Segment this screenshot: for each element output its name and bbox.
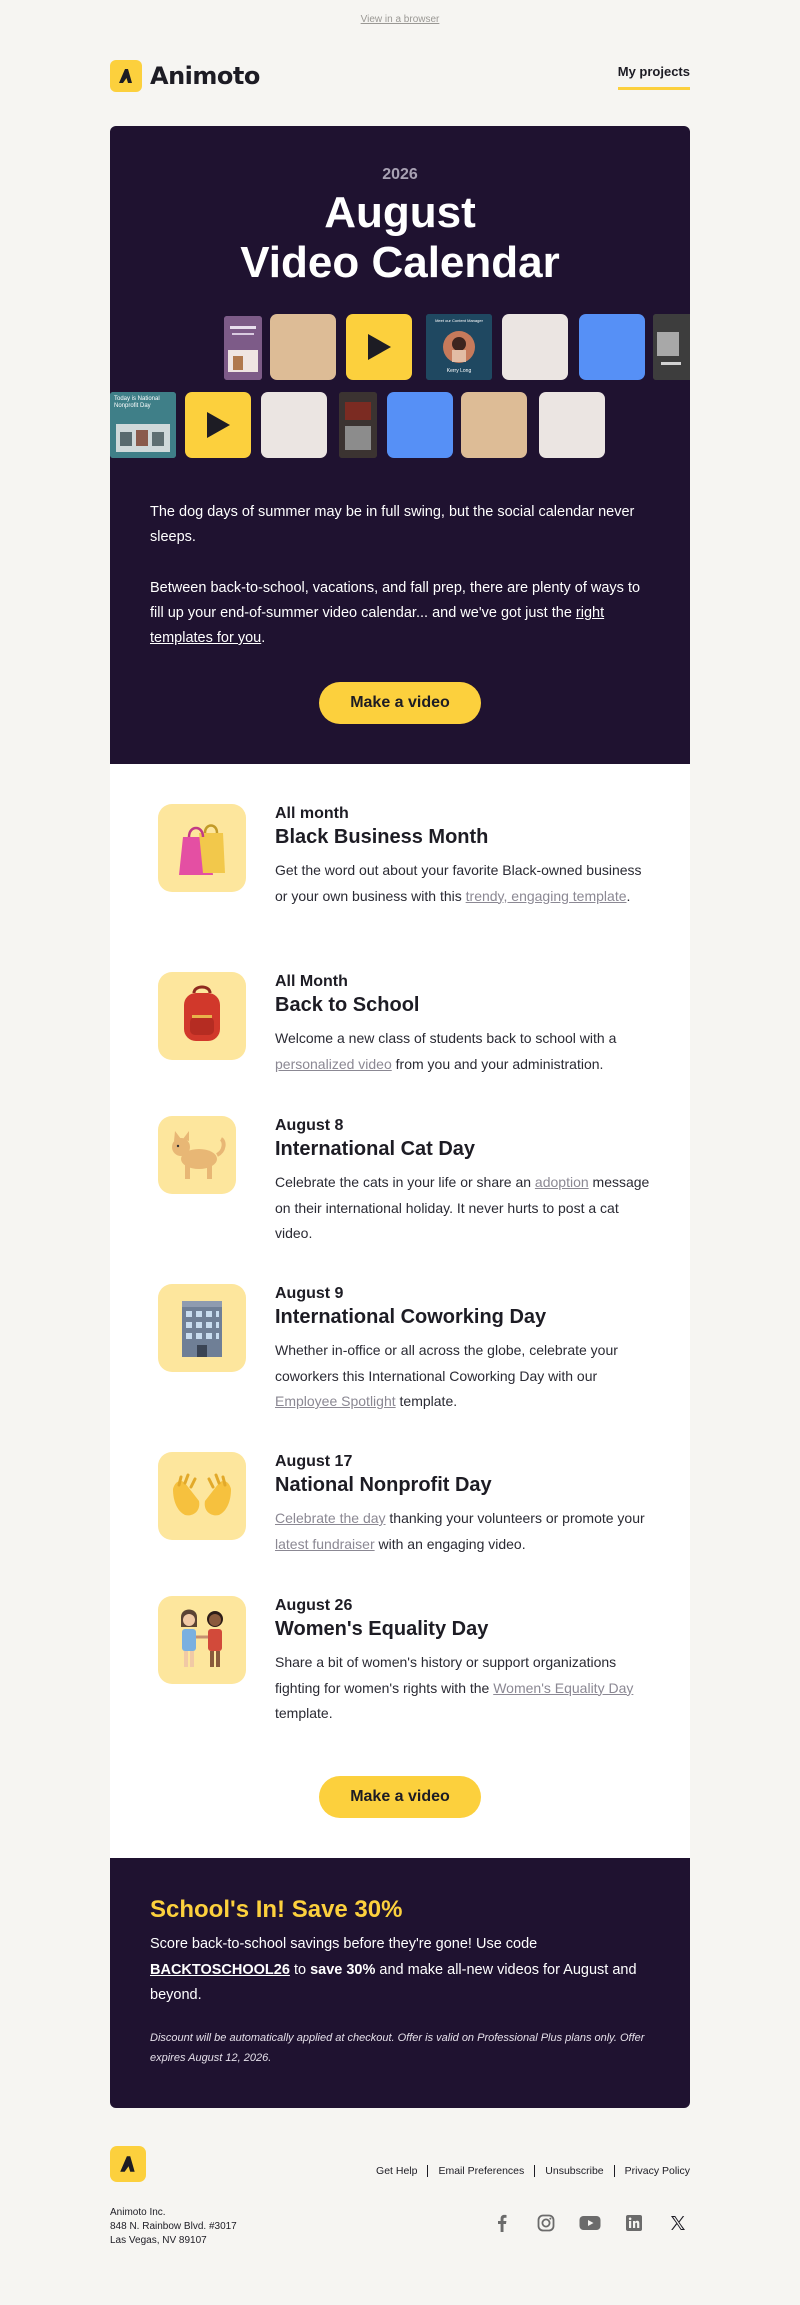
event-date: August 26 bbox=[275, 1597, 353, 1614]
event-description: Share a bit of women's history or support organizations fighting for women's rights with the Women's Equality Day template. bbox=[275, 1654, 634, 1721]
hero-year: 2026 bbox=[382, 166, 418, 183]
facebook-icon[interactable] bbox=[490, 2213, 514, 2233]
my-projects-link[interactable]: My projects bbox=[618, 64, 690, 90]
privacy-policy-link[interactable]: Privacy Policy bbox=[614, 2165, 690, 2177]
event-body bbox=[275, 1596, 655, 1727]
event-title: National Nonprofit Day bbox=[275, 1474, 492, 1496]
event-date: All Month bbox=[275, 973, 348, 990]
event-description: Celebrate the day thanking your volunteers or promote your latest fundraiser with an engaging video. bbox=[275, 1510, 645, 1552]
unsubscribe-link[interactable]: Unsubscribe bbox=[534, 2165, 613, 2177]
nonprofit-day-thumbnail bbox=[110, 392, 176, 458]
promo-fine-print: Discount will be automatically applied at checkout. Offer is valid on Professional Plus plans only. Offer expires August 12, 2026. bbox=[150, 2032, 645, 2064]
cat-icon bbox=[158, 1116, 236, 1194]
make-a-video-button[interactable]: Make a video bbox=[319, 1776, 481, 1818]
event-date: All month bbox=[275, 805, 349, 822]
office-building-icon bbox=[158, 1284, 246, 1372]
promo-section bbox=[110, 1858, 690, 2108]
event-title: Women's Equality Day bbox=[275, 1618, 489, 1640]
template-thumbnail bbox=[224, 316, 262, 380]
right-templates-link[interactable]: right templates for you bbox=[150, 605, 605, 646]
email-preferences-link[interactable]: Email Preferences bbox=[427, 2165, 534, 2177]
event-title: Black Business Month bbox=[275, 826, 489, 848]
content-manager-thumbnail bbox=[426, 314, 492, 380]
hero-paragraph-2: Between back-to-school, vacations, and fall prep, there are plenty of ways to fill up your end-of-summer video calendar... and we've got just the right templates for you. bbox=[150, 580, 641, 646]
backpack-icon bbox=[158, 972, 246, 1060]
youtube-icon[interactable] bbox=[578, 2213, 602, 2233]
event-link[interactable]: Women's Equality Day bbox=[493, 1679, 634, 1696]
header bbox=[110, 58, 690, 98]
event-body bbox=[275, 1116, 655, 1247]
hero-paragraph-1: The dog days of summer may be in full swing, but the social calendar never sleeps. bbox=[150, 504, 635, 545]
footer-links bbox=[366, 2165, 690, 2177]
event-date: August 9 bbox=[275, 1285, 344, 1302]
template-tile bbox=[270, 314, 336, 380]
event-body bbox=[275, 804, 655, 909]
company-address: Animoto Inc. 848 N. Rainbow Blvd. #3017 Las Vegas, NV 89107 bbox=[110, 2207, 237, 2246]
hero-section bbox=[110, 126, 690, 764]
event-link[interactable]: personalized video bbox=[275, 1055, 392, 1072]
hero-title-line2: Video Calendar bbox=[240, 238, 560, 287]
thumbnail-name: Kerry Long bbox=[446, 368, 472, 374]
social-links bbox=[490, 2213, 690, 2233]
event-title: International Coworking Day bbox=[275, 1306, 547, 1328]
events-section bbox=[110, 764, 690, 1858]
event-title: International Cat Day bbox=[275, 1138, 476, 1160]
event-link[interactable]: trendy, engaging template bbox=[465, 887, 627, 904]
x-icon[interactable] bbox=[666, 2213, 690, 2233]
event-link[interactable]: adoption bbox=[534, 1174, 589, 1190]
promo-text: Score back-to-school savings before they're gone! Use code BACKTOSCHOOL26 to save 30% and make all-new videos for August and beyond. bbox=[150, 1936, 637, 2003]
template-tile bbox=[539, 392, 605, 458]
event-description: Welcome a new class of students back to school with a personalized video from you and your administration. bbox=[275, 1030, 617, 1072]
event-body bbox=[275, 1452, 655, 1557]
event-link[interactable]: latest fundraiser bbox=[275, 1535, 375, 1552]
animoto-logo-mark-icon bbox=[110, 60, 142, 92]
animoto-footer-logo-icon[interactable] bbox=[110, 2146, 146, 2182]
thumbnail-caption: Meet our Content Manager bbox=[435, 318, 483, 323]
get-help-link[interactable]: Get Help bbox=[376, 2165, 418, 2177]
play-icon[interactable] bbox=[346, 314, 412, 380]
template-tile bbox=[579, 314, 645, 380]
hero-title bbox=[110, 188, 690, 288]
template-thumbnail bbox=[339, 392, 377, 458]
template-tile bbox=[502, 314, 568, 380]
animoto-logo[interactable] bbox=[110, 60, 260, 92]
event-description: Celebrate the cats in your life or share an adoption message on their international holiday. It never hurts to post a cat video. bbox=[275, 1174, 650, 1241]
open-hands-icon bbox=[158, 1452, 246, 1540]
event-date: August 17 bbox=[275, 1453, 353, 1470]
brand-name: Animoto bbox=[150, 62, 260, 90]
shopping-bags-icon bbox=[158, 804, 246, 892]
event-description: Get the word out about your favorite Black-owned business or your own business with this trendy, engaging template. bbox=[275, 862, 642, 904]
play-icon[interactable] bbox=[185, 392, 251, 458]
event-description: Whether in-office or all across the globe, celebrate your coworkers this International Coworking Day with our Employee Spotlight template. bbox=[275, 1342, 618, 1409]
women-holding-hands-icon bbox=[158, 1596, 246, 1684]
promo-title: School's In! Save 30% bbox=[150, 1896, 403, 1923]
template-tile bbox=[387, 392, 453, 458]
event-link[interactable]: Employee Spotlight bbox=[275, 1393, 396, 1409]
hero-title-line1: August bbox=[324, 188, 476, 237]
event-date: August 8 bbox=[275, 1117, 344, 1134]
event-title: Back to School bbox=[275, 994, 420, 1016]
template-tile bbox=[461, 392, 527, 458]
promo-code[interactable]: BACKTOSCHOOL26 bbox=[150, 1961, 290, 1978]
instagram-icon[interactable] bbox=[534, 2213, 558, 2233]
event-body bbox=[275, 972, 655, 1077]
template-tile bbox=[261, 392, 327, 458]
template-thumbnail bbox=[653, 314, 690, 380]
linkedin-icon[interactable] bbox=[622, 2213, 646, 2233]
event-link[interactable]: Celebrate the day bbox=[275, 1510, 386, 1526]
make-a-video-button[interactable]: Make a video bbox=[319, 682, 481, 724]
view-in-browser-link[interactable]: View in a browser bbox=[360, 14, 440, 25]
thumbnail-caption: Today is National Nonprofit Day bbox=[114, 396, 160, 409]
event-body bbox=[275, 1284, 655, 1415]
